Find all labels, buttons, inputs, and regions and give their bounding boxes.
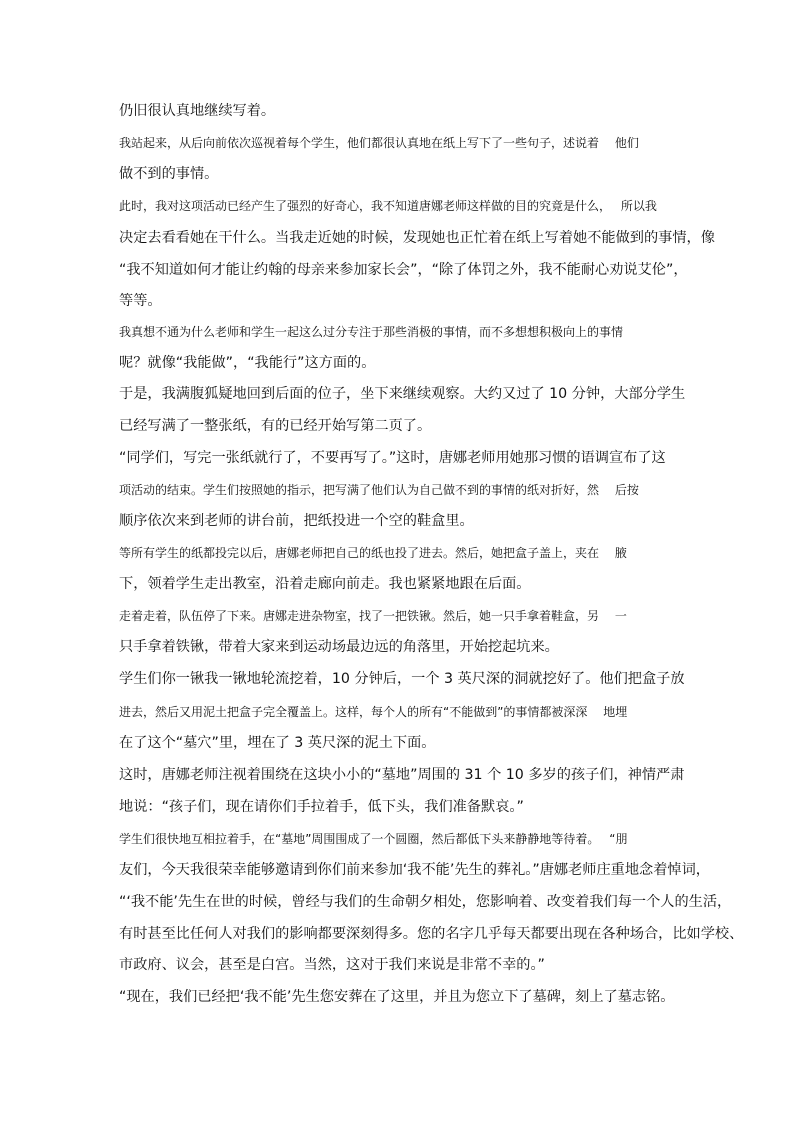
text-line: 有时甚至比任何人对我们的影响都要深刻得多。您的名字几乎每天都要出现在各种场合，比如学校、: [119, 926, 744, 942]
text-line: 做不到的事情。: [119, 166, 219, 182]
text-line: 只手拿着铁锹，带着大家来到运动场最边远的角落里，开始挖起坑来。: [119, 639, 559, 655]
text-line: 已经写满了一整张纸，有的已经开始写第二页了。: [119, 418, 432, 434]
text-line: “同学们，写完一张纸就行了，不要再写了。”这时，唐娜老师用她那习惯的语调宣布了这: [119, 450, 666, 466]
text-line: 这时，唐娜老师注视着围绕在这块小小的“墓地”周围的 31 个 10 多岁的孩子们，神情严肃: [119, 767, 685, 783]
text-line: “‘我不能’先生在世的时候，曾经与我们的生命朝夕相处，您影响着、改变着我们每一个人的生活，: [119, 894, 732, 910]
text-line: 友们，今天我很荣幸能够邀请到你们前来参加‘我不能’先生的葬礼。”唐娜老师庄重地念着悼词，: [119, 862, 710, 878]
text-line: “我不知道如何才能让约翰的母亲来参加家长会”，“除了体罚之外，我不能耐心劝说艾伦”，: [119, 262, 688, 278]
text-line: 走着走着，队伍停了下来。唐娜走进杂物室，找了一把铁锹。然后，她一只手拿着鞋盒，另 一: [119, 609, 627, 623]
text-line: 在了这个“墓穴”里，埋在了 3 英尺深的泥土下面。: [119, 735, 436, 751]
text-line: 地说：“孩子们，现在请你们手拉着手，低下头，我们准备默哀。”: [119, 799, 524, 815]
text-line: 顺序依次来到老师的讲台前，把纸投进一个空的鞋盒里。: [119, 513, 474, 529]
text-line: 仍旧很认真地继续写着。: [119, 103, 276, 119]
text-line: 于是，我满腹狐疑地回到后面的位子，坐下来继续观察。大约又过了 10 分钟，大部分学生: [119, 386, 686, 402]
text-line: 项活动的结束。学生们按照她的指示，把写满了他们认为自己做不到的事情的纸对折好，然 后按: [119, 483, 639, 497]
text-line: 等等。: [119, 293, 162, 309]
text-line: 市政府、议会，甚至是白宫。当然，这对于我们来说是非常不幸的。”: [119, 957, 545, 973]
text-line: 呢？就像“我能做”，“我能行”这方面的。: [119, 355, 376, 371]
text-line: 进去，然后又用泥土把盒子完全覆盖上。这样，每个人的所有“不能做到”的事情都被深深 地埋: [119, 705, 628, 719]
text-line: 决定去看看她在干什么。当我走近她的时候，发现她也正忙着在纸上写着她不能做到的事情，像: [119, 230, 715, 246]
text-line: “现在，我们已经把‘我不能’先生您安葬在了这里，并且为您立下了墓碑，刻上了墓志铭。: [119, 989, 675, 1005]
text-line: 此时，我对这项活动已经产生了强烈的好奇心，我不知道唐娜老师这样做的目的究竟是什么， 所以我: [119, 199, 657, 213]
text-line: 学生们你一锹我一锹地轮流挖着，10 分钟后，一个 3 英尺深的洞就挖好了。他们把盒子放: [119, 671, 685, 687]
text-line: 我真想不通为什么老师和学生一起这么过分专注于那些消极的事情，而不多想想积极向上的事情: [119, 325, 624, 339]
text-line: 学生们很快地互相拉着手，在“墓地”周围围成了一个圆圈，然后都低下头来静静地等待着。 “朋: [119, 832, 628, 846]
text-line: 等所有学生的纸都投完以后，唐娜老师把自己的纸也投了进去。然后，她把盒子盖上，夹在 腋: [119, 546, 627, 560]
text-line: 我站起来，从后向前依次巡视着每个学生，他们都很认真地在纸上写下了一些句子，述说着 他们: [119, 136, 639, 150]
text-line: 下，领着学生走出教室，沿着走廊向前走。我也紧紧地跟在后面。: [119, 576, 531, 592]
